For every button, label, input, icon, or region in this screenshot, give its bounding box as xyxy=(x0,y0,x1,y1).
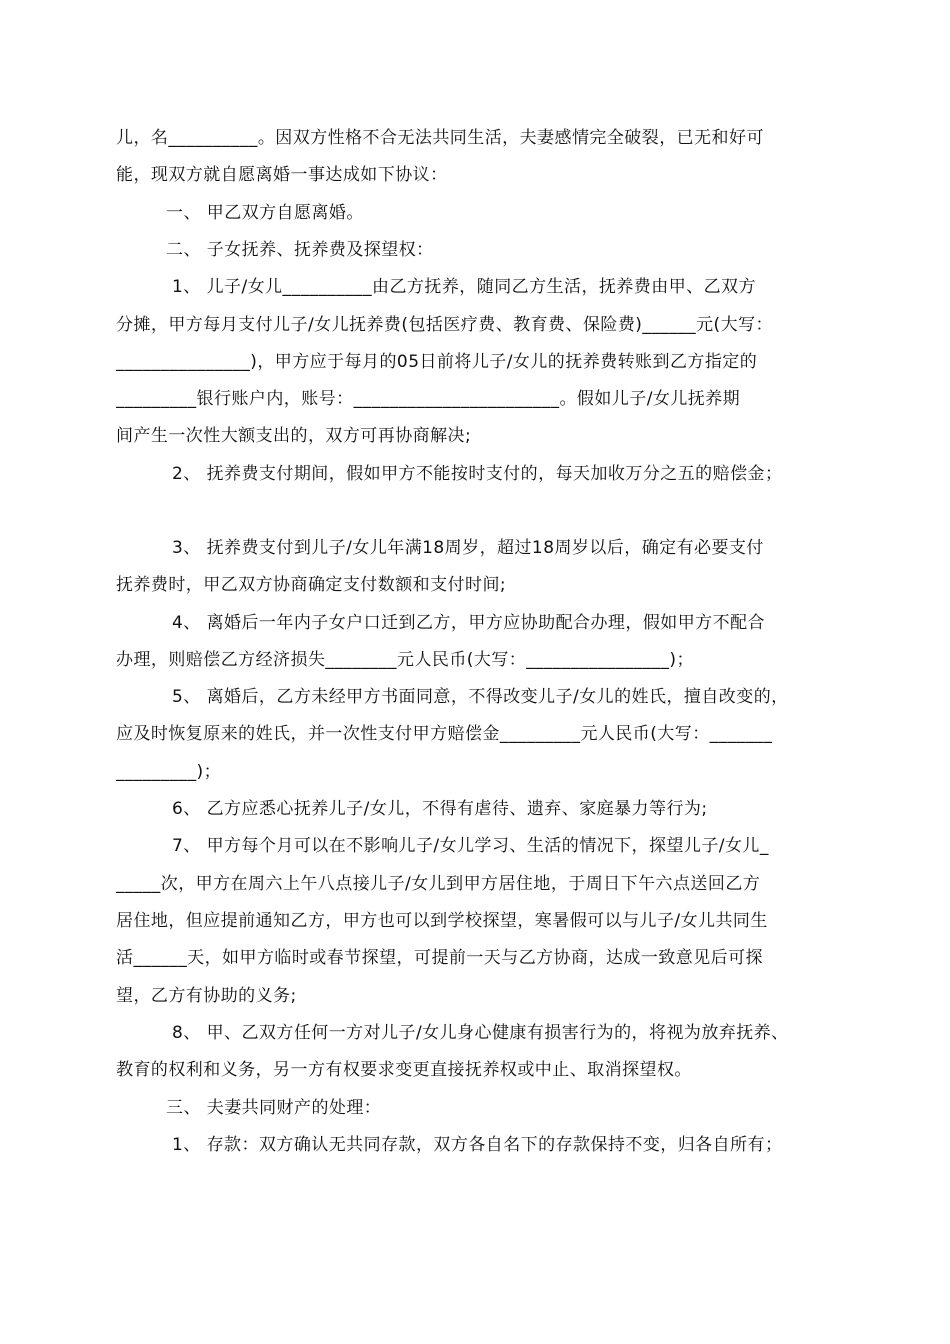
section-heading: 三、 夫妻共同财产的处理： xyxy=(166,1098,382,1118)
clause-line: 2、 抚养费支付期间，假如甲方不能按时支付的，每天加收万分之五的赔偿金； xyxy=(172,464,783,484)
clause-line: 5、 离婚后，乙方未经甲方书面同意，不得改变儿子/女儿的姓氏，擅自改变的， xyxy=(172,687,789,707)
text-line: 教育的权利和义务，另一方有权要求变更直接抚养权或中止、取消探望权。 xyxy=(116,1060,692,1080)
text-line: 应及时恢复原来的姓氏，并一次性支付甲方赔偿金_________元人民币(大写：_______ xyxy=(116,724,773,744)
text-line: 儿，名__________。因双方性格不合无法共同生活，夫妻感情完全破裂，已无和好可 xyxy=(116,128,764,148)
clause-line: 6、 乙方应悉心抚养儿子/女儿，不得有虐待、遗弃、家庭暴力等行为; xyxy=(172,799,708,819)
text-line: 活______天，如甲方临时或春节探望，可提前一天与乙方协商，达成一致意见后可探 xyxy=(116,948,763,968)
text-line: 抚养费时，甲乙双方协商确定支付数额和支付时间; xyxy=(116,575,507,595)
section-heading: 二、 子女抚养、抚养费及探望权： xyxy=(166,240,434,260)
clause-line: 4、 离婚后一年内子女户口迁到乙方，甲方应协助配合办理，假如甲方不配合 xyxy=(172,613,765,633)
text-line: 居住地，但应提前通知乙方，甲方也可以到学校探望，寒暑假可以与儿子/女儿共同生 xyxy=(116,911,768,931)
text-line: _________银行账户内，账号：_______________________。假如儿子/女儿抚养期 xyxy=(116,389,741,409)
text-line: 望，乙方有协助的义务; xyxy=(116,986,297,1006)
text-line: 能，现双方就自愿离婚一事达成如下协议： xyxy=(116,165,448,185)
text-line: 办理，则赔偿乙方经济损失________元人民币(大写：________________)； xyxy=(116,650,694,670)
clause-line: 1、 存款：双方确认无共同存款，双方各自名下的存款保持不变，归各自所有； xyxy=(172,1135,783,1155)
text-line: _______________)，甲方应于每月的05日前将儿子/女儿的抚养费转账到乙方指定的 xyxy=(116,352,758,372)
text-line: _____次，甲方在周六上午八点接儿子/女儿到甲方居住地，于周日下午六点送回乙方 xyxy=(116,874,761,894)
section-heading: 一、 甲乙双方自愿离婚。 xyxy=(166,203,364,223)
text-line: 分摊，甲方每月支付儿子/女儿抚养费(包括医疗费、教育费、保险费)______元(大写： xyxy=(116,315,773,335)
clause-line: 1、 儿子/女儿__________由乙方抚养，随同乙方生活，抚养费由甲、乙双方 xyxy=(172,277,756,297)
clause-line: 8、 甲、乙双方任何一方对儿子/女儿身心健康有损害行为的，将视为放弃抚养、 xyxy=(172,1023,789,1043)
clause-line: 7、 甲方每个月可以在不影响儿子/女儿学习、生活的情况下，探望儿子/女儿_ xyxy=(172,836,769,856)
clause-line: 3、 抚养费支付到儿子/女儿年满18周岁，超过18周岁以后，确定有必要支付 xyxy=(172,538,764,558)
text-line: _________)； xyxy=(116,762,222,782)
text-line: 间产生一次性大额支出的，双方可再协商解决; xyxy=(116,426,472,446)
